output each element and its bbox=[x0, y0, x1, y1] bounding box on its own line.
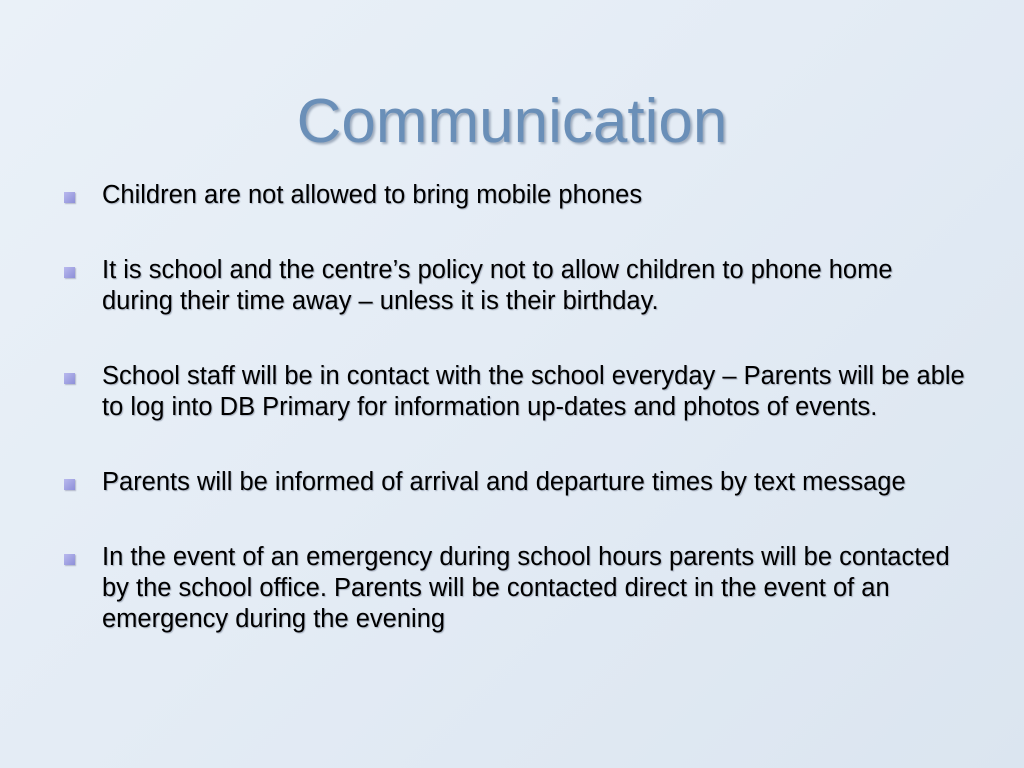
square-bullet-icon bbox=[64, 373, 75, 384]
bullet-text: It is school and the centre’s policy not to allow children to phone home during their time away – unless it is their birthday. bbox=[102, 256, 893, 315]
bullet-text: Parents will be informed of arrival and departure times by text message bbox=[102, 468, 906, 496]
bullet-item bbox=[62, 180, 967, 211]
square-bullet-icon bbox=[64, 192, 75, 203]
bullet-item bbox=[62, 255, 967, 317]
bullet-item bbox=[62, 542, 967, 635]
bullet-text: Children are not allowed to bring mobile phones bbox=[102, 181, 643, 209]
bullet-text: In the event of an emergency during school hours parents will be contacted by the school office. Parents will be contacted direct in the event of an emergency during the evening bbox=[102, 543, 950, 633]
square-bullet-icon bbox=[64, 267, 75, 278]
bullet-list bbox=[62, 180, 967, 679]
bullet-item bbox=[62, 467, 967, 498]
square-bullet-icon bbox=[64, 479, 75, 490]
bullet-text: School staff will be in contact with the school everyday – Parents will be able to log into DB Primary for information up-dates and photos of events. bbox=[102, 362, 965, 421]
square-bullet-icon bbox=[64, 554, 75, 565]
bullet-item bbox=[62, 361, 967, 423]
slide-title: Communication bbox=[296, 87, 728, 156]
